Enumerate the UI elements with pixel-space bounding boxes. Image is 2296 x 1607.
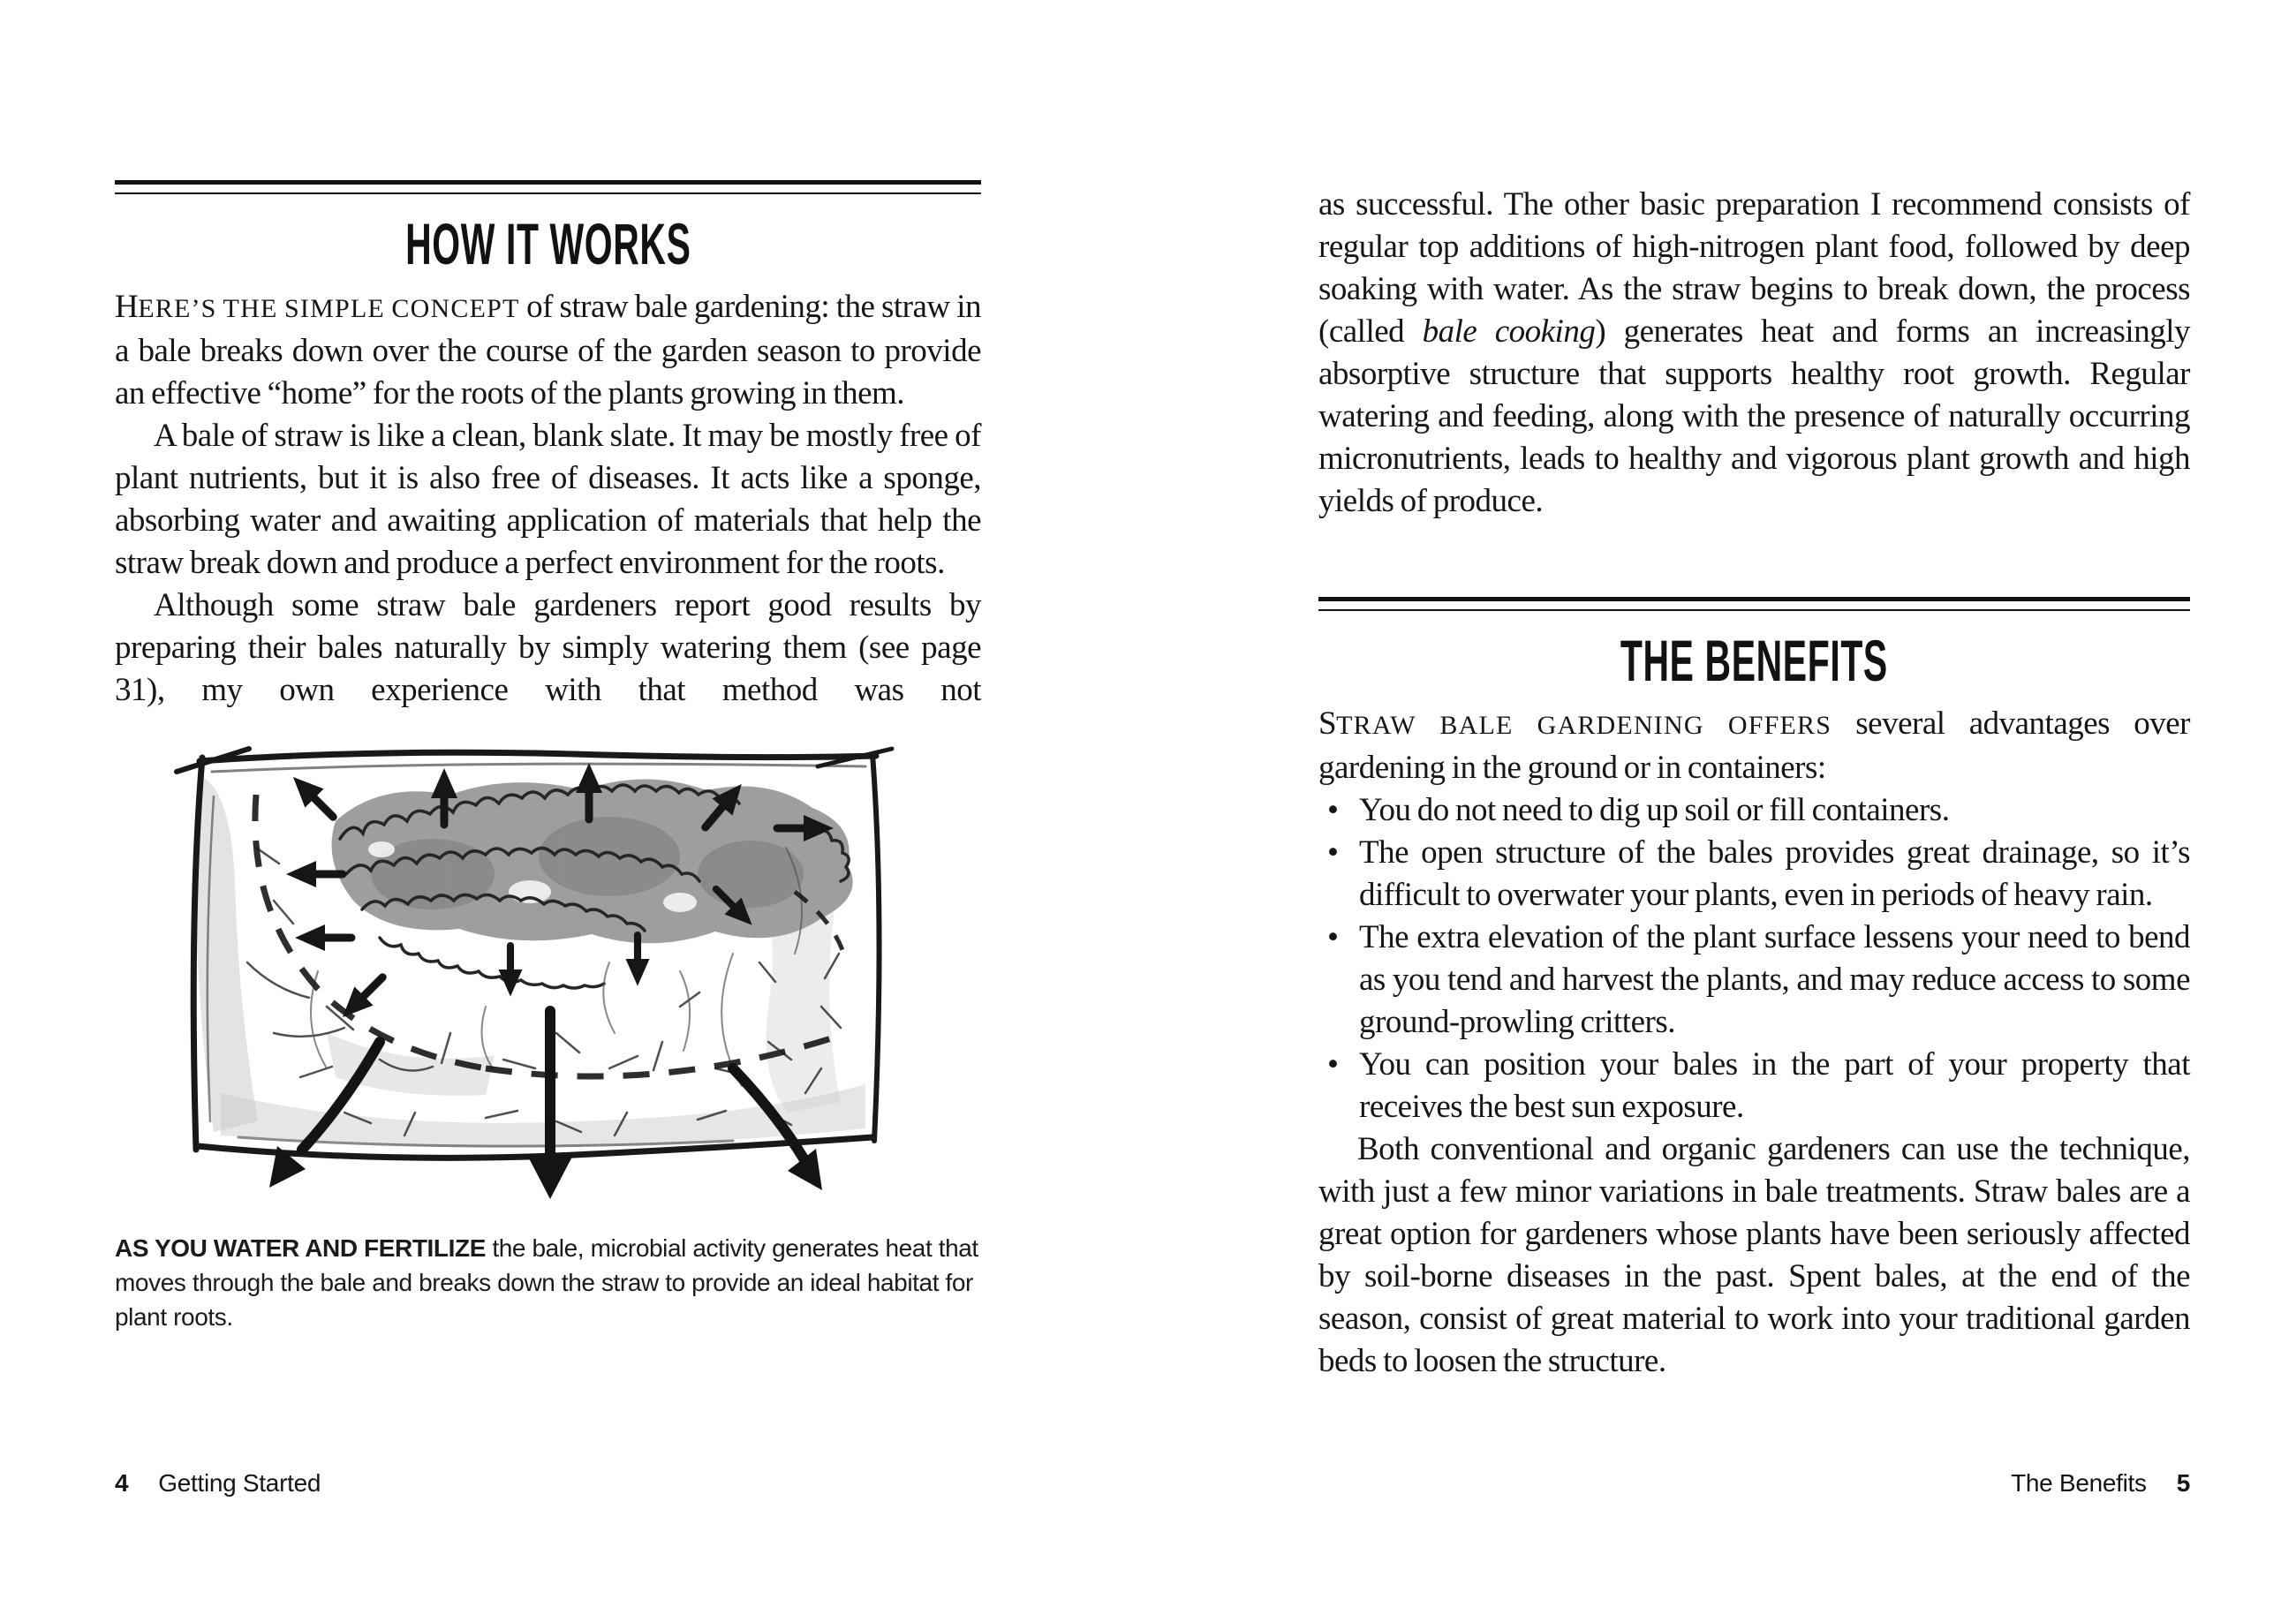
section-heading-how-it-works: [115, 212, 981, 275]
benefits-list: [1318, 789, 2190, 1128]
page-left: [115, 180, 981, 1334]
page-right: [1318, 184, 2190, 1383]
right-page-number: 5: [2176, 1469, 2190, 1497]
leadin-initial: H: [115, 289, 139, 325]
left-section-label: Getting Started: [158, 1469, 321, 1497]
continuation-text-2: ) generates heat and forms an increasingly absorptive structure that supports healthy root growth. Regular watering and feeding, along with the presence of naturally occurring micronutrients, leads to healthy and vigorous plant growth and high yields of produce.: [1318, 313, 2190, 519]
right-page-footer: [1318, 1469, 2190, 1498]
benefit-item-2: • The open structure of the bales provides great drainage, so it’s difficult to overwater your plants, even in periods of heavy rain.: [1318, 832, 2190, 917]
intro-paragraph: [115, 286, 981, 415]
section-heading-the-benefits: [1318, 629, 2190, 692]
caption-leadin: AS YOU WATER AND FERTILIZE: [115, 1234, 486, 1262]
section-rule: [1318, 597, 2190, 611]
benefits-intro-paragraph: [1318, 703, 2190, 789]
water-outflow-arrows: [269, 1011, 822, 1199]
paragraph-blank-slate: A bale of straw is like a clean, blank slate. It may be mostly free of plant nutrients, but it is also free of diseases. It acts like a sponge, absorbing water and awaiting application of materials that help the straw break down and produce a perfect environment for the roots.: [115, 418, 981, 581]
paragraph-natural-prep: Although some straw bale gardeners report good results by preparing their bales naturally by simply watering them (see page 31), my own experience with that method was not: [115, 587, 981, 708]
straw-bale-illustration: [115, 742, 981, 1334]
leadin-smallcaps: ERE’S THE SIMPLE CONCEPT: [138, 294, 520, 323]
illustration-caption: [115, 1231, 985, 1334]
leadin-smallcaps: TRAW BALE GARDENING OFFERS: [1336, 711, 1832, 740]
benefit-item-1: • You do not need to dig up soil or fill containers.: [1318, 789, 2190, 832]
intro-paragraph-text: of straw bale gardening: the straw in a bale breaks down over the course of the garden season to provide an effective “home” for the roots of the plants growing in them.: [115, 289, 981, 411]
section-heading-text: HOW IT WORKS: [404, 211, 691, 276]
section-heading-text: THE BENEFITS: [1620, 628, 1888, 693]
right-section-label: The Benefits: [2011, 1469, 2147, 1497]
benefit-item-3: • The extra elevation of the plant surface lessens your need to bend as you tend and harvest the plants, and may reduce access to some ground-prowling critters.: [1318, 917, 2190, 1044]
leadin-initial: S: [1318, 705, 1337, 742]
continuation-paragraph: [1318, 184, 2190, 523]
continuation-text-1: as successful. The other basic preparation I recommend consists of regular top additions of high-nitrogen plant food, followed by deep soaking with water. As the straw begins to break down, the process (called: [1318, 186, 2190, 350]
caption-text: the bale, microbial activity generates heat that moves through the bale and breaks down the straw to provide an ideal habitat for plant roots.: [115, 1234, 978, 1331]
left-page-number: 4: [115, 1469, 129, 1497]
closing-paragraph: Both conventional and organic gardeners can use the technique, with just a few minor variations in bale treatments. Straw bales are a great option for gardeners whose plants have been seriously affected by soil-borne diseases in the past. Spent bales, at the end of the season, consist of great material to work into your traditional garden beds to loosen the structure.: [1318, 1131, 2190, 1379]
section-rule: [115, 180, 981, 194]
straw-bale-sketch: [115, 742, 971, 1218]
left-page-footer: [115, 1469, 981, 1498]
bale-cooking-term: bale cooking: [1422, 313, 1596, 350]
benefits-intro-text: several advantages over gardening in the ground or in containers:: [1318, 705, 2190, 786]
benefit-item-4: • You can position your bales in the part of your property that receives the best sun exposure.: [1318, 1044, 2190, 1128]
